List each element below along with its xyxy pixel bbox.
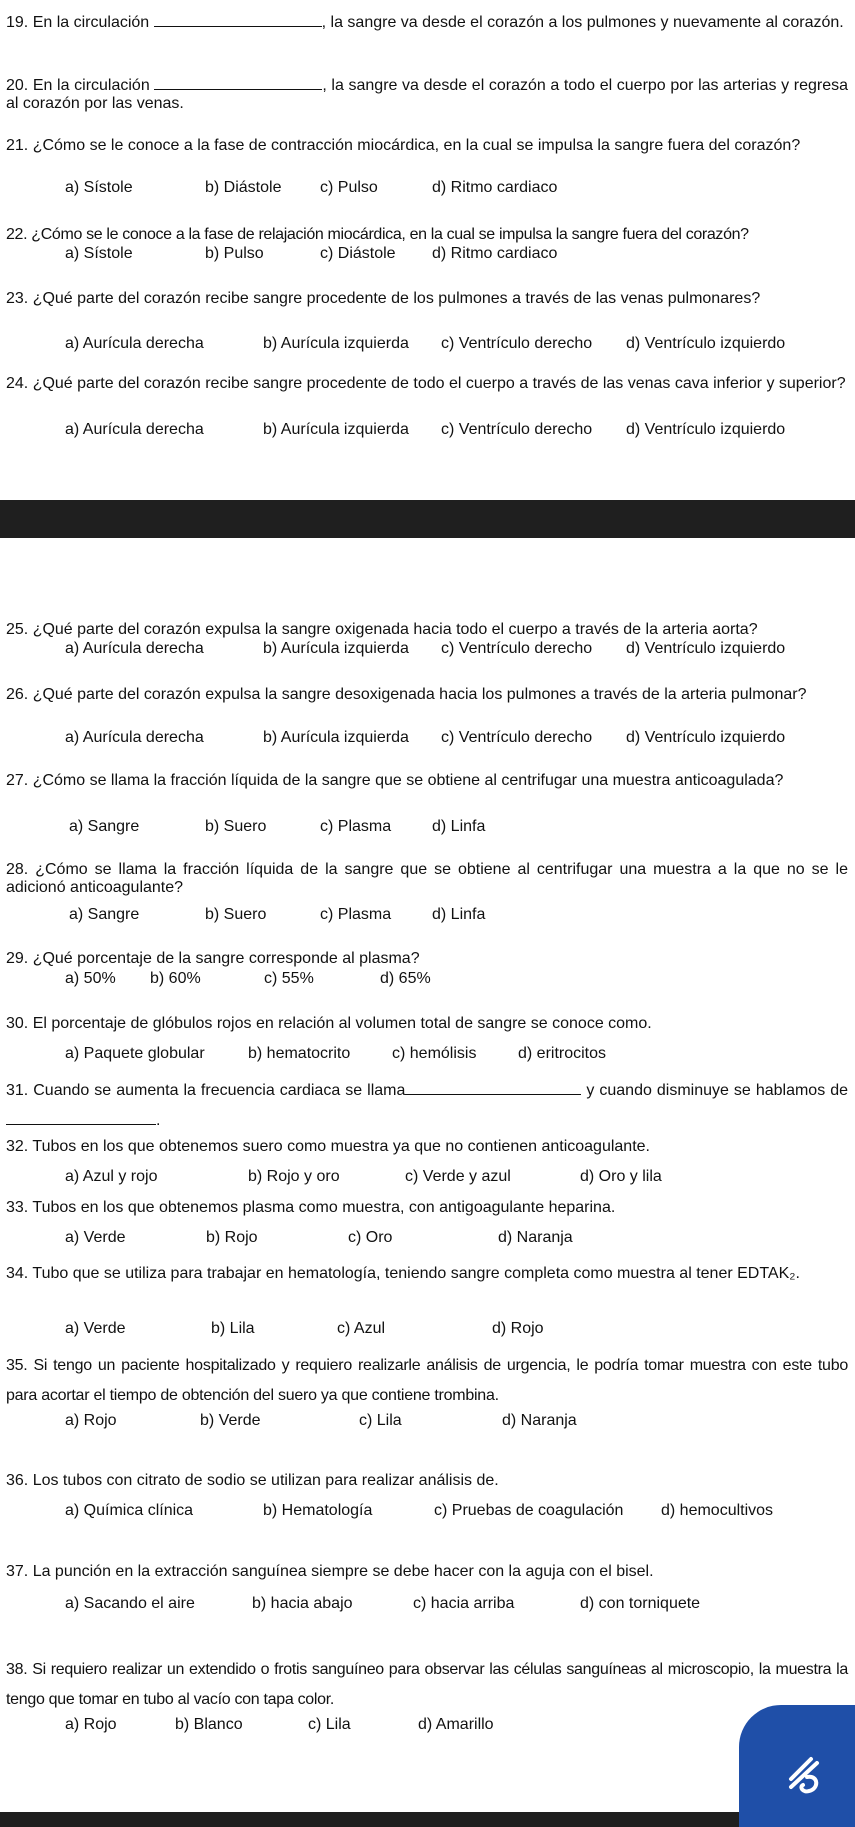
option-d[interactable]: d) Linfa <box>432 818 486 835</box>
option-d[interactable]: d) Ventrículo izquierdo <box>626 640 786 657</box>
option-a[interactable]: a) Azul y rojo <box>65 1168 158 1185</box>
option-a[interactable]: a) Aurícula derecha <box>65 421 204 438</box>
question-38: 38. Si requiero realizar un extendido o frotis sanguíneo para observar las células sanguíneas al microscopio, la muestra la tengo que tomar en tubo al vacío con tapa color. <box>6 1661 848 1708</box>
option-d[interactable]: d) Ventrículo izquierdo <box>626 729 786 746</box>
option-b[interactable]: b) Suero <box>205 906 267 923</box>
option-d[interactable]: d) Oro y lila <box>580 1168 662 1185</box>
option-c[interactable]: c) Verde y azul <box>405 1168 511 1185</box>
option-a[interactable]: a) Verde <box>65 1229 126 1246</box>
option-b[interactable]: b) Aurícula izquierda <box>263 421 409 438</box>
option-a[interactable]: a) Rojo <box>65 1412 117 1429</box>
answer-options <box>0 1412 855 1432</box>
option-b[interactable]: b) Rojo <box>206 1229 258 1246</box>
question-33: 33. Tubos en los que obtenemos plasma como muestra, con antigoagulante heparina. <box>6 1199 616 1216</box>
option-b[interactable]: b) Lila <box>211 1320 255 1337</box>
question-34: 34. Tubo que se utiliza para trabajar en hematología, teniendo sangre completa como muestra al tener EDTAK₂. <box>6 1265 800 1282</box>
answer-options <box>0 640 855 660</box>
option-a[interactable]: a) Aurícula derecha <box>65 335 204 352</box>
option-a[interactable]: a) Sístole <box>65 179 133 196</box>
question-27: 27. ¿Cómo se llama la fracción líquida de la sangre que se obtiene al centrifugar una muestra anticoagulada? <box>6 772 784 789</box>
question-text: 19. En la circulación <box>6 14 154 31</box>
question-32: 32. Tubos en los que obtenemos suero como muestra ya que no contienen anticoagulante. <box>6 1138 650 1155</box>
question-23: 23. ¿Qué parte del corazón recibe sangre procedente de los pulmones a través de las venas pulmonares? <box>6 290 761 307</box>
answer-options <box>0 1502 855 1522</box>
option-d[interactable]: d) hemocultivos <box>661 1502 774 1519</box>
option-d[interactable]: d) Rojo <box>492 1320 544 1337</box>
question-37: 37. La punción en la extracción sanguínea siempre se debe hacer con la aguja con el bisel. <box>6 1563 654 1580</box>
question-text: , la sangre va desde el corazón a los pulmones y nuevamente al corazón. <box>321 14 844 31</box>
question-26: 26. ¿Qué parte del corazón expulsa la sangre desoxigenada hacia los pulmones a través de la arteria pulmonar? <box>6 686 807 703</box>
answer-options <box>0 818 855 838</box>
option-d[interactable]: d) con torniquete <box>580 1595 701 1612</box>
option-c[interactable]: c) Lila <box>308 1716 351 1733</box>
option-b[interactable]: b) Aurícula izquierda <box>263 335 409 352</box>
option-c[interactable]: c) Ventrículo derecho <box>441 640 593 657</box>
answer-options <box>0 1168 855 1188</box>
pencil-ruler-icon <box>785 1753 825 1799</box>
option-a[interactable]: a) Sístole <box>65 245 133 262</box>
question-text: . <box>156 1112 161 1129</box>
page-separator-band <box>0 500 855 538</box>
option-a[interactable]: a) 50% <box>65 970 116 987</box>
option-b[interactable]: b) Pulso <box>205 245 264 262</box>
question-text: y cuando disminuye se hablamos de <box>581 1082 848 1099</box>
option-c[interactable]: c) Lila <box>359 1412 402 1429</box>
option-d[interactable]: d) Naranja <box>498 1229 573 1246</box>
option-a[interactable]: a) Verde <box>65 1320 126 1337</box>
answer-options <box>0 1595 855 1615</box>
option-c[interactable]: c) Pulso <box>320 179 378 196</box>
answer-blank[interactable] <box>154 13 322 27</box>
option-d[interactable]: d) 65% <box>380 970 431 987</box>
answer-options <box>0 245 855 265</box>
answer-options <box>0 335 855 355</box>
answer-options <box>0 906 855 926</box>
answer-options <box>0 1045 855 1065</box>
option-c[interactable]: c) Oro <box>348 1229 393 1246</box>
option-a[interactable]: a) Paquete globular <box>65 1045 205 1062</box>
option-d[interactable]: d) Ritmo cardiaco <box>432 245 558 262</box>
option-d[interactable]: d) Ventrículo izquierdo <box>626 421 786 438</box>
option-b[interactable]: b) Suero <box>205 818 267 835</box>
option-d[interactable]: d) Ventrículo izquierdo <box>626 335 786 352</box>
question-19 <box>6 13 848 32</box>
option-b[interactable]: b) Diástole <box>205 179 282 196</box>
question-text: 31. Cuando se aumenta la frecuencia cardiaca se llama <box>6 1082 406 1099</box>
question-25: 25. ¿Qué parte del corazón expulsa la sangre oxigenada hacia todo el cuerpo a través de la arteria aorta? <box>6 621 758 638</box>
option-a[interactable]: a) Química clínica <box>65 1502 194 1519</box>
answer-blank[interactable] <box>6 1111 156 1125</box>
question-text: , la sangre va desde el corazón a todo el cuerpo por las arterias y regresa al corazón por las venas. <box>6 77 848 112</box>
question-31 <box>6 1076 848 1136</box>
option-a[interactable]: a) Sacando el aire <box>65 1595 195 1612</box>
answer-options <box>0 179 855 199</box>
option-a[interactable]: a) Aurícula derecha <box>65 729 204 746</box>
option-c[interactable]: c) Ventrículo derecho <box>441 421 593 438</box>
option-a[interactable]: a) Aurícula derecha <box>65 640 204 657</box>
option-b[interactable]: b) Rojo y oro <box>248 1168 340 1185</box>
answer-options <box>0 1320 855 1340</box>
option-c[interactable]: c) hacia arriba <box>413 1595 515 1612</box>
option-d[interactable]: d) eritrocitos <box>518 1045 607 1062</box>
question-21: 21. ¿Cómo se le conoce a la fase de contracción miocárdica, en la cual se impulsa la sangre fuera del corazón? <box>6 137 801 154</box>
option-a[interactable]: a) Sangre <box>69 906 140 923</box>
option-b[interactable]: b) Hematología <box>263 1502 373 1519</box>
answer-options <box>0 970 855 990</box>
question-20 <box>6 76 848 113</box>
option-b[interactable]: b) Aurícula izquierda <box>263 729 409 746</box>
answer-options <box>0 1716 855 1736</box>
option-a[interactable]: a) Rojo <box>65 1716 117 1733</box>
option-c[interactable]: c) Azul <box>337 1320 386 1337</box>
option-b[interactable]: b) 60% <box>150 970 201 987</box>
option-c[interactable]: c) Plasma <box>320 906 392 923</box>
option-b[interactable]: b) hacia abajo <box>252 1595 353 1612</box>
answer-blank[interactable] <box>154 76 322 90</box>
option-b[interactable]: b) Aurícula izquierda <box>263 640 409 657</box>
question-28: 28. ¿Cómo se llama la fracción líquida de la sangre que se obtiene al centrifugar una muestra a la que no se le adicionó anticoagulante? <box>6 861 848 896</box>
question-text: 20. En la circulación <box>6 77 155 94</box>
option-a[interactable]: a) Sangre <box>69 818 140 835</box>
question-30: 30. El porcentaje de glóbulos rojos en relación al volumen total de sangre se conoce como. <box>6 1015 652 1032</box>
option-c[interactable]: c) Ventrículo derecho <box>441 335 593 352</box>
question-29: 29. ¿Qué porcentaje de la sangre corresponde al plasma? <box>6 950 420 967</box>
option-b[interactable]: b) hematocrito <box>248 1045 351 1062</box>
option-d[interactable]: d) Ritmo cardiaco <box>432 179 558 196</box>
question-24: 24. ¿Qué parte del corazón recibe sangre procedente de todo el cuerpo a través de las venas cava inferior y superior? <box>6 375 846 392</box>
option-c[interactable]: c) Pruebas de coagulación <box>434 1502 624 1519</box>
option-c[interactable]: c) Ventrículo derecho <box>441 729 593 746</box>
answer-options <box>0 729 855 749</box>
option-d[interactable]: d) Linfa <box>432 906 486 923</box>
option-b[interactable]: b) Verde <box>200 1412 261 1429</box>
option-b[interactable]: b) Blanco <box>175 1716 243 1733</box>
option-c[interactable]: c) hemólisis <box>392 1045 477 1062</box>
option-c[interactable]: c) Plasma <box>320 818 392 835</box>
question-22: 22. ¿Cómo se le conoce a la fase de relajación miocárdica, en la cual se impulsa la sangre fuera del corazón? <box>6 226 749 243</box>
edit-fab-button[interactable] <box>739 1705 855 1827</box>
option-d[interactable]: d) Naranja <box>502 1412 577 1429</box>
question-35: 35. Si tengo un paciente hospitalizado y requiero realizarle análisis de urgencia, le podría tomar muestra con este tubo para acortar el tiempo de obtención del suero ya que contiene trombina. <box>6 1357 848 1404</box>
answer-blank[interactable] <box>405 1081 581 1095</box>
option-d[interactable]: d) Amarillo <box>418 1716 494 1733</box>
answer-options <box>0 421 855 441</box>
question-36: 36. Los tubos con citrato de sodio se utilizan para realizar análisis de. <box>6 1472 499 1489</box>
answer-options <box>0 1229 855 1249</box>
bottom-band <box>0 1812 855 1827</box>
option-c[interactable]: c) Diástole <box>320 245 396 262</box>
option-c[interactable]: c) 55% <box>264 970 314 987</box>
